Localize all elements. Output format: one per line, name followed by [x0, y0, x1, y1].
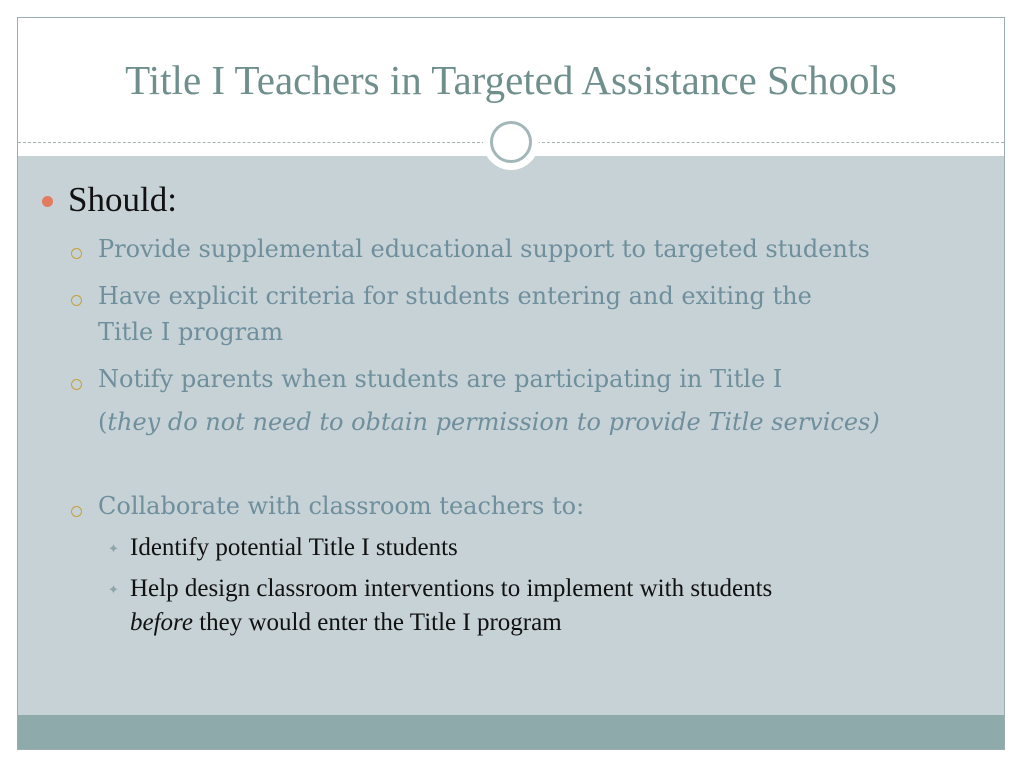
bullet-item-supplemental-support [98, 231, 998, 267]
bullet-note [98, 404, 998, 440]
sub-bullet-text-rest: they would enter the Title I program [192, 609, 562, 636]
bullet-text: Collaborate with classroom teachers to: [98, 492, 585, 520]
sub-bullet-text-line2 [130, 606, 990, 640]
slide [17, 17, 1005, 750]
hollow-circle-bullet-icon [71, 295, 82, 306]
bullet-text: Notify parents when students are participating in Title I [98, 365, 783, 393]
hollow-circle-bullet-icon [71, 248, 82, 259]
bullet-text: Provide supplemental educational support to targeted students [98, 235, 870, 263]
sub-bullet-identify-students [130, 531, 990, 565]
bullet-item-collaborate [98, 488, 998, 524]
hollow-circle-bullet-icon [71, 506, 82, 517]
sub-bullet-text-line1: Help design classroom interventions to implement with students [130, 575, 773, 602]
bullet-text-line2: Title I program [98, 318, 284, 346]
note-italic-text: they do not need to obtain permission to provide Title services) [107, 408, 880, 436]
bullet-heading-should: Should: [68, 180, 177, 219]
filled-circle-bullet-icon [42, 196, 53, 207]
bullet-item-explicit-criteria [98, 278, 998, 350]
sub-bullet-italic-word: before [130, 609, 193, 636]
sub-bullet-text: Identify potential Title I students [130, 534, 458, 561]
bullet-item-notify-parents [98, 361, 998, 440]
four-point-star-bullet-icon: ✦ [108, 542, 119, 557]
double-ring-ornament-icon [483, 114, 539, 170]
sub-bullet-design-interventions [130, 572, 990, 640]
slide-title: Title I Teachers in Targeted Assistance Schools [125, 57, 897, 103]
bullet-text-line1: Have explicit criteria for students entering and exiting the [98, 282, 812, 310]
hollow-circle-bullet-icon [71, 379, 82, 390]
note-open-paren: ( [98, 408, 108, 436]
four-point-star-bullet-icon: ✦ [108, 583, 119, 598]
